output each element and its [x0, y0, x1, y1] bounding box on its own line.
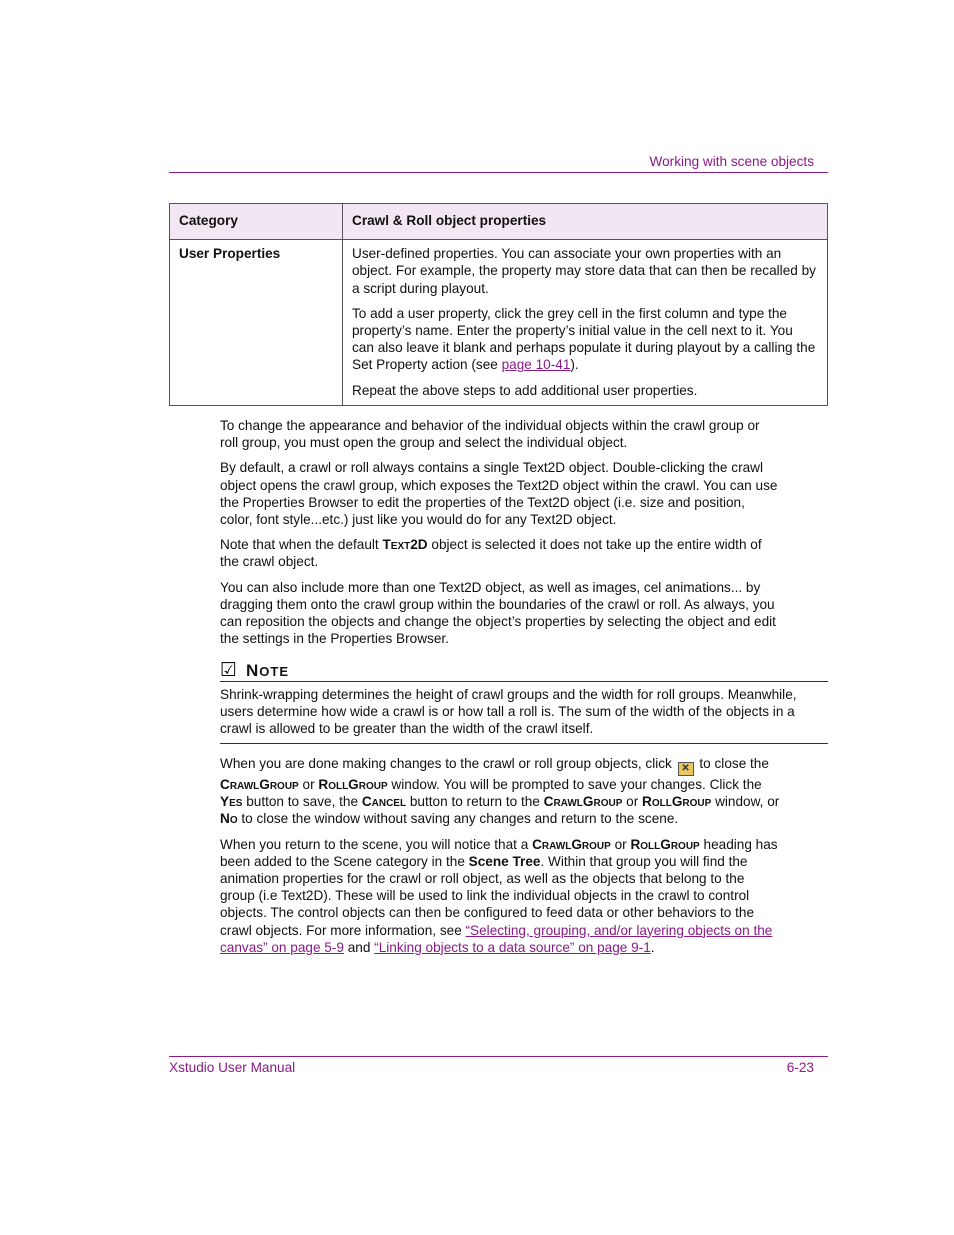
- ui-term: RollGroup: [642, 794, 712, 810]
- text-run: To add a user property, click the grey cell in the first column and type the property’s name. Enter the property’s initial value in the cell next to it. You can also leave it blank and perhaps populate it during playout by a calling the Set Property action (see: [352, 305, 816, 373]
- running-header: Working with scene objects: [649, 154, 814, 169]
- note-text: Shrink-wrapping determines the height of crawl groups and the width for roll groups. Meanwhile, users determine how wide a crawl is or how tall a roll is. The sum of the width of the objects in a crawl is allowed to be greater than the width of the crawl itself.: [220, 687, 797, 737]
- checkbox-checked-icon: ☑: [220, 659, 238, 681]
- column-header-category: Category: [170, 204, 343, 240]
- cross-reference-link[interactable]: “Selecting, grouping, and/or layering objects on the canvas” on page 5-9: [220, 922, 773, 955]
- row-category: User Properties: [170, 240, 343, 406]
- note-top-rule: [220, 681, 828, 682]
- text-run: window. You will be prompted to save your changes. Click the: [387, 777, 762, 792]
- table-header-row: [170, 204, 828, 240]
- note-label: [246, 661, 289, 681]
- ui-term: Cancel: [361, 794, 407, 810]
- page-number: 6-23: [786, 1060, 814, 1075]
- column-header-properties: Crawl & Roll object properties: [343, 204, 828, 240]
- row-description: [343, 240, 828, 406]
- text-run: button to save, the: [242, 794, 362, 810]
- close-icon: ✕: [678, 762, 694, 776]
- paragraph: [220, 755, 780, 828]
- cross-reference-link[interactable]: “Linking objects to a data source” on page 9-1: [374, 939, 651, 955]
- text-run: button to return to the: [406, 794, 544, 810]
- text-run: to close the: [695, 756, 769, 771]
- footer-title: Xstudio User Manual: [169, 1060, 296, 1075]
- text-run: object is selected it does not take up the entire width of the crawl object.: [220, 537, 762, 570]
- text-run: or: [622, 794, 643, 810]
- header-rule: [169, 172, 828, 173]
- properties-table: [169, 203, 828, 406]
- text-run: heading has been added to the Scene category in the: [220, 836, 778, 869]
- ui-term: Scene Tree: [468, 853, 541, 869]
- text-run: When you return to the scene, you will notice that a: [220, 836, 533, 852]
- ui-term: CrawlGroup: [543, 794, 623, 810]
- text-run: .: [650, 939, 655, 955]
- text-run: and: [343, 939, 375, 955]
- paragraph: [220, 836, 780, 956]
- note-label-rest: OTE: [259, 664, 290, 679]
- ui-term: RollGroup: [630, 836, 700, 852]
- row-paragraph: User-defined properties. You can associate your own properties with an object. For example, the property may store data that can then be recalled by a script during playout.: [352, 246, 816, 296]
- paragraph: By default, a crawl or roll always contains a single Text2D object. Double-clicking the crawl object opens the crawl group, which exposes the Text2D object within the crawl. You can use the Properties Browser to edit the properties of the Text2D object (i.e. size and position, color, font style...etc.) just like you would do for any Text2D object.: [220, 460, 778, 528]
- note-heading: [220, 660, 828, 681]
- ui-term: CrawlGroup: [532, 836, 611, 852]
- ui-term: Text2D: [382, 537, 428, 553]
- note-label-initial: N: [246, 661, 260, 680]
- text-run: When you are done making changes to the crawl or roll group objects, click: [220, 756, 676, 771]
- text-run: to close the window without saving any changes and return to the scene.: [237, 811, 679, 827]
- text-run: . Within that group you will find the animation properties for the crawl or roll object, as well as the objects that belong to the group (i.e Text2D). These will be used to link the individual objects in the crawl to control objects. The control objects can then be configured to feed data or other behaviors to the crawl objects. For more information, see: [220, 853, 755, 938]
- note-bottom-rule: [220, 743, 828, 744]
- row-paragraph: Repeat the above steps to add additional user properties.: [352, 382, 698, 398]
- paragraph: To change the appearance and behavior of the individual objects within the crawl group or roll group, you must open the group and select the individual object.: [220, 418, 760, 451]
- text-run: or: [298, 777, 319, 792]
- body-text: [220, 417, 780, 655]
- ui-term: RollGroup: [318, 777, 388, 792]
- body-text-after-note: [220, 755, 780, 964]
- ui-term: Yes: [220, 794, 243, 810]
- page-link[interactable]: page 10-41: [501, 357, 571, 373]
- paragraph: [220, 536, 780, 570]
- text-run: or: [610, 836, 631, 852]
- row-paragraph: [352, 305, 818, 374]
- ui-term: CrawlGroup: [220, 777, 299, 792]
- text-run: window, or: [711, 794, 780, 810]
- text-run: ).: [570, 357, 579, 373]
- paragraph: You can also include more than one Text2D object, as well as images, cel animations... by dragging them onto the crawl group within the boundaries of the crawl or roll. As always, you can reposition the objects and change the object’s properties by selecting the object and edit the settings in the Properties Browser.: [220, 579, 776, 647]
- table-row: [170, 240, 828, 406]
- ui-term: No: [220, 811, 238, 827]
- footer-rule: [169, 1056, 828, 1057]
- text-run: Note that when the default: [220, 537, 383, 553]
